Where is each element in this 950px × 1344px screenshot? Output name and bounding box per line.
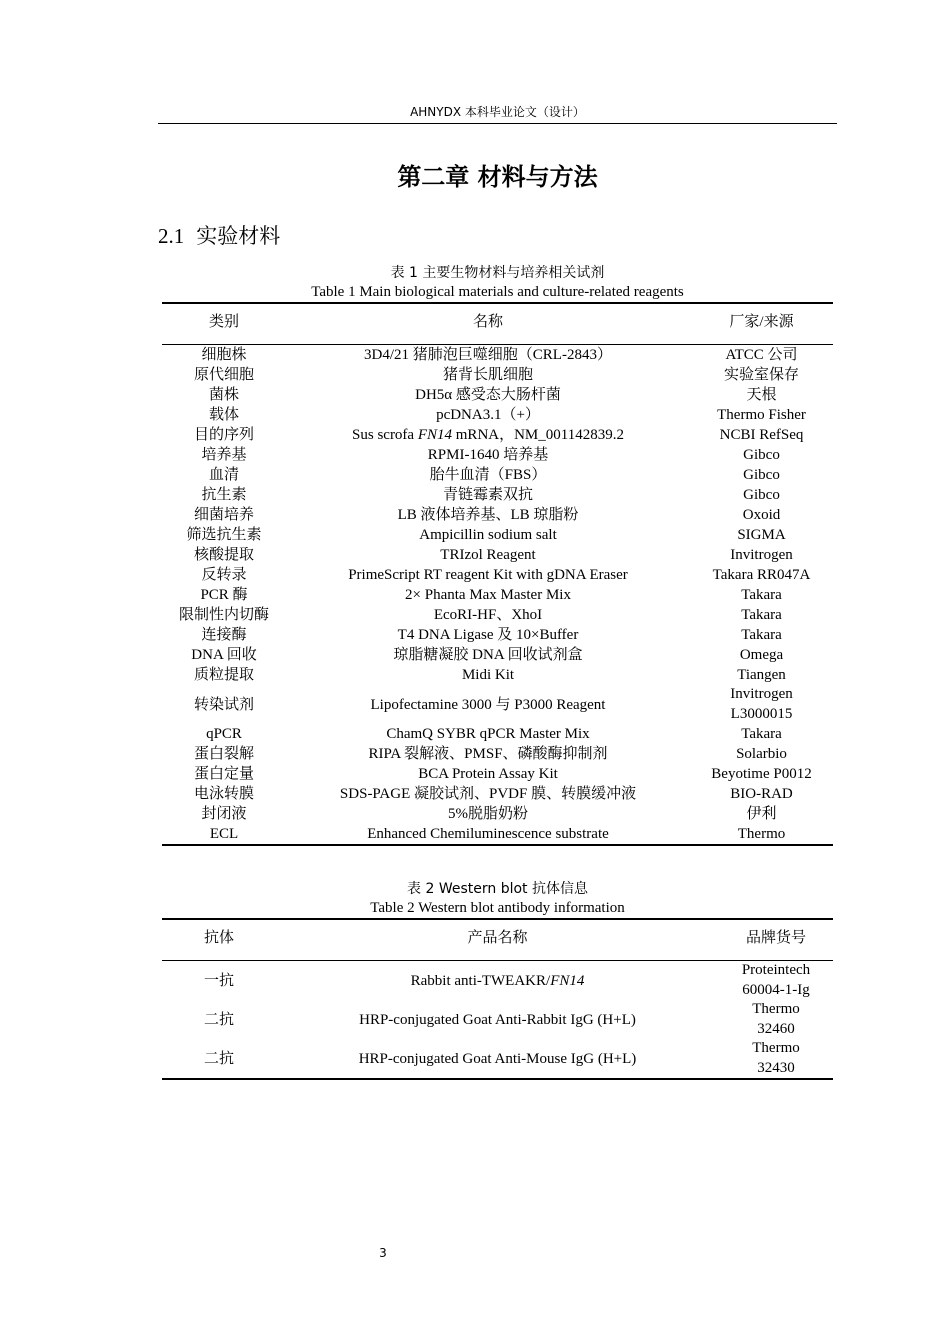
table-cell: EcoRI-HF、XhoI <box>433 607 543 623</box>
section-title: 实验材料 <box>196 224 281 248</box>
table-cell: 胎牛血清（FBS） <box>429 467 547 483</box>
table-cell: Tiangen <box>737 667 786 683</box>
table-cell: Midi Kit <box>461 667 515 683</box>
table-cell: Sus scrofa FN14 mRNA，NM_001142839.2 <box>352 427 624 443</box>
table-row <box>162 345 833 366</box>
column-header: 厂家/来源 <box>729 314 794 330</box>
table-cell: Takara <box>741 587 782 603</box>
table-cell: 蛋白定量 <box>193 766 254 782</box>
table-cell: 猪背长肌细胞 <box>442 367 533 383</box>
column-header: 名称 <box>472 314 503 330</box>
table-cell: 血清 <box>208 467 239 483</box>
table-cell: Thermo 32460 <box>752 1001 800 1037</box>
table-cell: Proteintech 60004-1-Ig <box>741 962 811 998</box>
section-number: 2.1 <box>158 224 185 248</box>
table-row <box>162 1039 833 1079</box>
table-cell: ChamQ SYBR qPCR Master Mix <box>386 726 590 742</box>
table-cell: 连接酶 <box>201 627 247 643</box>
table-cell: PCR 酶 <box>200 587 248 603</box>
table-row <box>162 405 833 425</box>
table2-caption-cn: 表 2 Western blot 抗体信息 <box>407 881 588 897</box>
table-cell: 琼脂糖凝胶 DNA 回收试剂盒 <box>393 647 583 663</box>
table-cell: LB 液体培养基、LB 琼脂粉 <box>397 507 579 523</box>
table-cell: RIPA 裂解液、PMSF、磷酸酶抑制剂 <box>368 746 608 762</box>
table-cell: 培养基 <box>201 447 247 463</box>
column-header: 抗体 <box>203 930 234 946</box>
table-row <box>162 744 833 764</box>
table-cell: 目的序列 <box>193 427 254 443</box>
column-header: 品牌货号 <box>745 930 806 946</box>
table-cell: NCBI RefSeq <box>719 427 804 443</box>
table-row <box>162 645 833 665</box>
table-cell: 载体 <box>208 407 239 423</box>
table-cell: BIO-RAD <box>730 786 793 802</box>
table-row <box>162 605 833 625</box>
table-cell: 筛选抗生素 <box>186 527 262 543</box>
table-cell: 抗生素 <box>201 487 247 503</box>
column-header: 产品名称 <box>467 930 528 946</box>
page-number: 3 <box>379 1246 387 1260</box>
header-rule <box>158 123 837 124</box>
gene-symbol: FN14 <box>417 427 453 443</box>
column-header: 类别 <box>208 314 239 330</box>
table-cell: Takara <box>741 607 782 623</box>
table-cell: Invitrogen <box>730 547 793 563</box>
table-cell: 质粒提取 <box>193 667 254 683</box>
table2-caption <box>162 880 833 918</box>
table-cell: 反转录 <box>201 567 247 583</box>
table-cell: Omega <box>739 647 784 663</box>
table-row <box>162 365 833 385</box>
running-header: AHNYDX 本科毕业论文（设计） <box>410 105 585 119</box>
table-cell: 伊利 <box>746 806 777 822</box>
table-cell: 细胞株 <box>201 347 247 363</box>
chapter-title: 第二章 材料与方法 <box>397 163 598 191</box>
table-row <box>162 585 833 605</box>
table-cell: Thermo 32430 <box>752 1040 800 1076</box>
table-cell: 细菌培养 <box>193 507 254 523</box>
table-cell: 2× Phanta Max Master Mix <box>405 587 571 603</box>
table-row <box>162 724 833 744</box>
table-cell: 菌株 <box>208 387 239 403</box>
table-row <box>162 824 833 845</box>
table-cell: Solarbio <box>736 746 787 762</box>
table-cell: 二抗 <box>203 1011 234 1028</box>
table-row <box>162 385 833 405</box>
table-cell: Gibco <box>743 447 780 463</box>
table-header-row <box>162 919 833 961</box>
table-cell: pcDNA3.1（+） <box>436 407 540 423</box>
section-heading <box>158 222 280 250</box>
gene-symbol: FN14 <box>550 972 585 989</box>
materials-table-body <box>162 345 833 846</box>
table-cell: Beyotime P0012 <box>711 766 812 782</box>
table-cell: 电泳转膜 <box>193 786 254 802</box>
table-cell: 原代细胞 <box>193 367 254 383</box>
antibody-table-body <box>162 961 833 1080</box>
table-row <box>162 764 833 784</box>
table-cell: 天根 <box>746 387 777 403</box>
table1-caption-cn: 表 1 主要生物材料与培养相关试剂 <box>390 265 605 281</box>
table-cell: Gibco <box>743 487 780 503</box>
table-cell: Thermo Fisher <box>717 407 806 423</box>
table-cell: DH5α 感受态大肠杆菌 <box>415 387 561 403</box>
table-cell: Takara RR047A <box>712 567 811 583</box>
table-row <box>162 565 833 585</box>
table-cell: T4 DNA Ligase 及 10×Buffer <box>397 627 579 643</box>
table-cell: 青链霉素双抗 <box>442 487 533 503</box>
table-header-row <box>162 303 833 345</box>
table-row <box>162 1000 833 1039</box>
table-cell: BCA Protein Assay Kit <box>418 766 558 782</box>
table-cell: PrimeScript RT reagent Kit with gDNA Eraser <box>348 567 628 583</box>
table-cell: 转染试剂 <box>193 696 254 713</box>
table-cell: 封闭液 <box>201 806 247 822</box>
table-cell: Gibco <box>743 467 780 483</box>
table-cell: 蛋白裂解 <box>193 746 254 762</box>
table-cell: ECL <box>209 826 239 842</box>
table-row <box>162 425 833 445</box>
table-cell: 一抗 <box>203 972 234 989</box>
table-cell: Takara <box>741 627 782 643</box>
table-cell: 5%脱脂奶粉 <box>448 806 528 822</box>
table-row <box>162 525 833 545</box>
table-row <box>162 665 833 685</box>
table-cell: qPCR <box>206 726 242 742</box>
table-row <box>162 961 833 1001</box>
table-cell: Ampicillin sodium salt <box>419 527 557 543</box>
table-cell: HRP-conjugated Goat Anti-Rabbit IgG (H+L) <box>359 1011 636 1028</box>
table-cell: SIGMA <box>737 527 786 543</box>
table-cell: 3D4/21 猪肺泡巨噬细胞（CRL-2843） <box>364 347 612 363</box>
table-cell: Oxoid <box>742 507 781 523</box>
table-row <box>162 465 833 485</box>
table-row <box>162 505 833 525</box>
table-row <box>162 445 833 465</box>
table-row <box>162 485 833 505</box>
table-cell: ATCC 公司 <box>725 347 798 363</box>
table-cell: 二抗 <box>203 1050 234 1067</box>
table-cell: Thermo <box>737 826 786 842</box>
table-cell: Enhanced Chemiluminescence substrate <box>367 826 609 842</box>
table-cell: RPMI-1640 培养基 <box>427 447 549 463</box>
table-row <box>162 784 833 804</box>
table-row <box>162 685 833 724</box>
table-cell: DNA 回收 <box>191 647 257 663</box>
table-cell: SDS-PAGE 凝胶试剂、PVDF 膜、转膜缓冲液 <box>339 786 637 802</box>
table-row <box>162 804 833 824</box>
materials-table <box>162 302 833 846</box>
table-cell: 限制性内切酶 <box>178 607 269 623</box>
table-row <box>162 625 833 645</box>
antibody-table <box>162 918 833 1080</box>
table-cell: HRP-conjugated Goat Anti-Mouse IgG (H+L) <box>358 1050 637 1067</box>
table-row <box>162 545 833 565</box>
table-cell: 实验室保存 <box>723 367 799 383</box>
table-cell: Invitrogen L3000015 <box>730 686 793 722</box>
table-cell: TRIzol Reagent <box>440 547 536 563</box>
table-cell: Takara <box>741 726 782 742</box>
table-cell: Rabbit anti-TWEAKR/FN14 <box>410 972 585 989</box>
table1-caption <box>162 264 833 302</box>
table-cell: 核酸提取 <box>193 547 254 563</box>
table1-caption-en: Table 1 Main biological materials and culture-related reagents <box>311 284 684 300</box>
table2-caption-en: Table 2 Western blot antibody information <box>370 900 625 916</box>
table-cell: Lipofectamine 3000 与 P3000 Reagent <box>370 696 606 713</box>
